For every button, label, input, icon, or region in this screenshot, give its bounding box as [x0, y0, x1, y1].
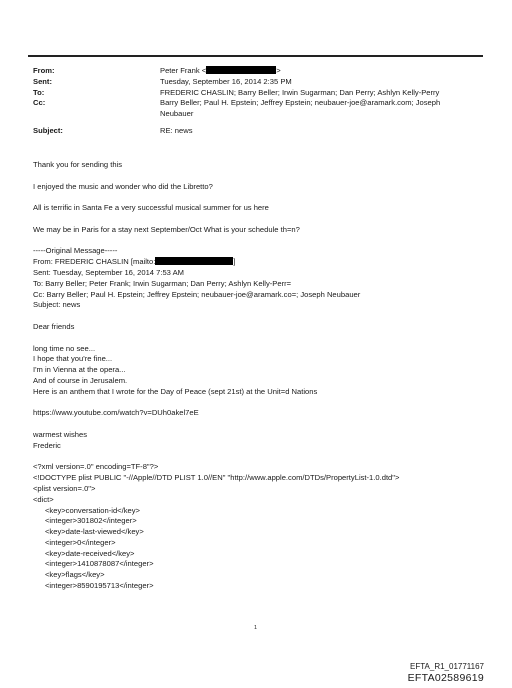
reply-line: We may be in Paris for a stay next September/Oct What is your schedule th=n? [33, 224, 300, 234]
cc-value [160, 98, 483, 120]
sent-label: Sent: [33, 76, 52, 86]
message-line: And of course in Jerusalem. [33, 375, 128, 385]
original-subject: Subject: news [33, 300, 81, 310]
xml-line: <key>flags</key> [45, 570, 105, 580]
signoff-name: Frederic [33, 440, 61, 450]
sent-row [33, 77, 483, 88]
xml-line: <integer>1410878087</integer> [45, 559, 154, 569]
xml-line: <integer>0</integer> [45, 537, 116, 547]
reply-line: All is terrific in Santa Fe a very successful musical summer for us here [33, 203, 269, 213]
cc-label: Cc: [33, 98, 46, 108]
original-from-suffix: ] [233, 257, 236, 267]
original-from-text: From: FREDERIC CHASLIN [mailto: [33, 257, 156, 267]
xml-line: <integer>8590195713</integer> [45, 581, 154, 591]
from-name: Peter Frank < [160, 66, 207, 75]
email-body [33, 160, 485, 592]
redaction-box [206, 66, 276, 74]
xml-line: <key>date-received</key> [45, 548, 135, 558]
xml-line: <?xml version=.0" encoding=TF-8"?> [33, 462, 159, 472]
message-line: Here is an anthem that I wrote for the Day of Peace (sept 21st) at the Unit=d Nations [33, 386, 318, 396]
subject-value: RE: news [160, 125, 193, 135]
bates-number-large: EFTA02589619 [407, 672, 484, 684]
from-value [160, 66, 483, 77]
redaction-box [155, 257, 236, 267]
original-sent: Sent: Tuesday, September 16, 2014 7:53 AM [33, 267, 184, 277]
email-header [33, 66, 483, 137]
from-label: From: [33, 66, 55, 75]
original-to: To: Barry Beller; Peter Frank; Irwin Sugarman; Dan Perry; Ashlyn Kelly-Perr= [33, 278, 292, 288]
from-suffix: > [276, 66, 281, 75]
youtube-link[interactable]: https://www.youtube.com/watch?v=DUh0akel7eE [33, 408, 199, 418]
signoff: warmest wishes [33, 429, 88, 439]
header-divider [28, 55, 483, 57]
xml-line: <dict> [33, 494, 54, 504]
reply-line: Thank you for sending this [33, 160, 123, 169]
original-from [33, 257, 485, 268]
xml-line: <!DOCTYPE plist PUBLIC "-//Apple//DTD PLIST 1.0//EN" "http://www.apple.com/DTDs/PropertyList-1.0.dtd"> [33, 473, 400, 483]
message-line: I hope that you're fine... [33, 354, 113, 364]
reply-line: I enjoyed the music and wonder who did the Libretto? [33, 181, 213, 191]
cc-row [33, 98, 483, 120]
original-cc: Cc: Barry Beller; Paul H. Epstein; Jeffrey Epstein; neubauer-joe@aramark.co=; Joseph Neubauer [33, 289, 361, 299]
to-row [33, 88, 483, 99]
xml-line: <plist version=.0"> [33, 483, 96, 493]
xml-line: <key>date-last-viewed</key> [45, 527, 144, 537]
greeting: Dear friends [33, 321, 75, 331]
message-line: I'm in Vienna at the opera... [33, 365, 126, 375]
cc-line-2: Neubauer [160, 109, 194, 119]
subject-row [33, 126, 483, 137]
to-value: FREDERIC CHASLIN; Barry Beller; Irwin Sugarman; Dan Perry; Ashlyn Kelly-Perry [160, 87, 440, 97]
bates-number-small: EFTA_R1_01771167 [410, 662, 484, 671]
message-line: long time no see... [33, 343, 96, 353]
sent-value: Tuesday, September 16, 2014 2:35 PM [160, 76, 292, 86]
to-label: To: [33, 87, 45, 97]
subject-label: Subject: [33, 125, 63, 135]
xml-line: <integer>301802</integer> [45, 516, 137, 526]
page-number: 1 [254, 625, 258, 631]
original-message-marker: -----Original Message----- [33, 246, 118, 256]
cc-line-1: Barry Beller; Paul H. Epstein; Jeffrey Epstein; neubauer-joe@aramark.com; Joseph [160, 98, 441, 108]
from-row [33, 66, 483, 77]
xml-line: <key>conversation-id</key> [45, 505, 140, 515]
